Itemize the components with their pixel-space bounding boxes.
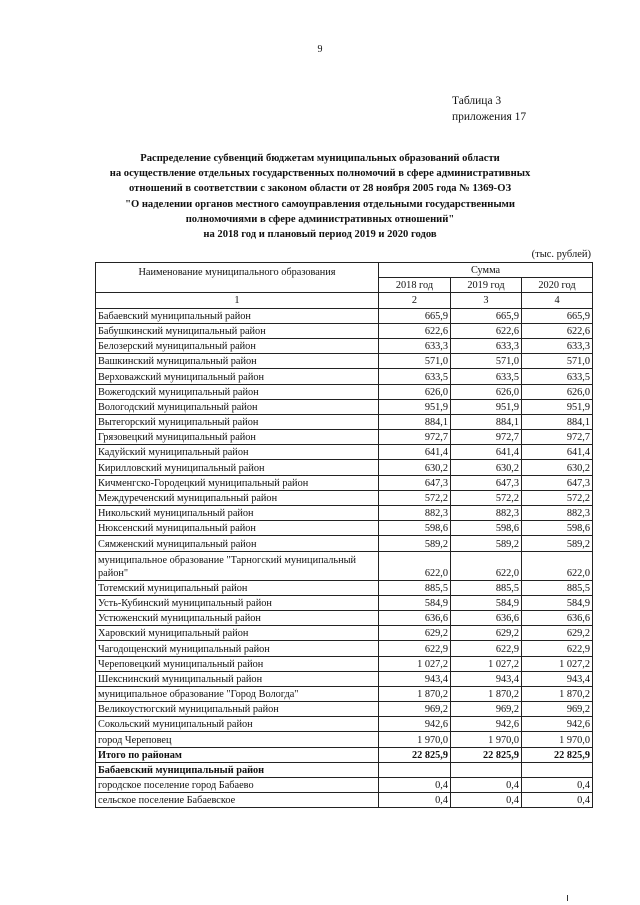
- cell-2020: 884,1: [522, 414, 593, 429]
- cell-2019: 622,0: [451, 551, 522, 580]
- table-row: [96, 610, 593, 625]
- table-row: [96, 369, 593, 384]
- cell-2019: 885,5: [451, 580, 522, 595]
- cell-2020: 629,2: [522, 626, 593, 641]
- cell-2020: 0,4: [522, 793, 593, 808]
- cell-2018: 885,5: [379, 580, 451, 595]
- cell-name: муниципальное образование "Город Вологда": [96, 686, 379, 701]
- cell-name: Великоустюгский муниципальный район: [96, 702, 379, 717]
- table-row: [96, 460, 593, 475]
- table-row: [96, 551, 593, 580]
- table-row: [96, 490, 593, 505]
- cell-2018: 584,9: [379, 595, 451, 610]
- cell-2019: 633,5: [451, 369, 522, 384]
- cell-2018: 589,2: [379, 536, 451, 551]
- cell-2019: 572,2: [451, 490, 522, 505]
- title-line: отношений в соответствии с законом области от 28 ноября 2005 года № 1369-ОЗ: [128, 183, 512, 195]
- cell-name: Вологодский муниципальный район: [96, 399, 379, 414]
- cell-2019: 951,9: [451, 399, 522, 414]
- cell-2020: 622,0: [522, 551, 593, 580]
- cell-name: Бабаевский муниципальный район: [96, 762, 379, 777]
- cell-2020: 598,6: [522, 521, 593, 536]
- cell-2019: 882,3: [451, 506, 522, 521]
- cell-2019: 629,2: [451, 626, 522, 641]
- cell-2019: 636,6: [451, 610, 522, 625]
- cell-name: Грязовецкий муниципальный район: [96, 430, 379, 445]
- cell-2018: 598,6: [379, 521, 451, 536]
- cell-2019: 1 970,0: [451, 732, 522, 747]
- column-number: 1: [96, 293, 379, 308]
- table-row: [96, 338, 593, 353]
- cell-2019: 969,2: [451, 702, 522, 717]
- cell-name: Кичменгско-Городецкий муниципальный район: [96, 475, 379, 490]
- cell-name: Бабушкинский муниципальный район: [96, 323, 379, 338]
- cell-2020: 626,0: [522, 384, 593, 399]
- cell-2019: 942,6: [451, 717, 522, 732]
- table-row: [96, 521, 593, 536]
- cell-2020: 622,9: [522, 641, 593, 656]
- cell-2019: 584,9: [451, 595, 522, 610]
- table-row: [96, 384, 593, 399]
- cell-2019: 641,4: [451, 445, 522, 460]
- cell-2019: 630,2: [451, 460, 522, 475]
- cell-name: Белозерский муниципальный район: [96, 338, 379, 353]
- header-year-2020: 2020 год: [522, 278, 593, 293]
- cell-name: Верховажский муниципальный район: [96, 369, 379, 384]
- cell-2019: 0,4: [451, 778, 522, 793]
- cell-2020: 571,0: [522, 354, 593, 369]
- cell-2019: 972,7: [451, 430, 522, 445]
- cell-2019: 622,6: [451, 323, 522, 338]
- column-number: 2: [379, 293, 451, 308]
- cell-2020: 630,2: [522, 460, 593, 475]
- cell-2019: 22 825,9: [451, 747, 522, 762]
- cell-2019: 665,9: [451, 308, 522, 323]
- table-row: [96, 778, 593, 793]
- column-number-row: [96, 293, 593, 308]
- subventions-table: [95, 262, 593, 808]
- header-row: [96, 263, 593, 278]
- cell-2018: 943,4: [379, 671, 451, 686]
- table-row: [96, 656, 593, 671]
- cell-2019: 1 870,2: [451, 686, 522, 701]
- cell-name: Вытегорский муниципальный район: [96, 414, 379, 429]
- table-reference-line2: приложения 17: [452, 111, 527, 123]
- table-row: [96, 308, 593, 323]
- header-sum-cell: Сумма: [379, 263, 593, 278]
- cell-2020: 665,9: [522, 308, 593, 323]
- cell-2018: 1 027,2: [379, 656, 451, 671]
- cell-name: Нюксенский муниципальный район: [96, 521, 379, 536]
- cell-2018: 622,0: [379, 551, 451, 580]
- cell-2020: 647,3: [522, 475, 593, 490]
- cell-2020: 1 027,2: [522, 656, 593, 671]
- cell-name: муниципальное образование "Тарногский муниципальный район": [96, 551, 379, 580]
- total-row: [96, 747, 593, 762]
- cell-name: Никольский муниципальный район: [96, 506, 379, 521]
- title-line: на 2018 год и плановый период 2019 и 2020 годов: [203, 229, 437, 241]
- table-row: [96, 536, 593, 551]
- cell-2018: 629,2: [379, 626, 451, 641]
- cell-2018: 972,7: [379, 430, 451, 445]
- cell-name: Бабаевский муниципальный район: [96, 308, 379, 323]
- cell-name: Кирилловский муниципальный район: [96, 460, 379, 475]
- cell-2018: 951,9: [379, 399, 451, 414]
- cell-2020: 885,5: [522, 580, 593, 595]
- cell-2018: 882,3: [379, 506, 451, 521]
- cell-2018: 1 970,0: [379, 732, 451, 747]
- table-row: [96, 626, 593, 641]
- cell-name: Вожегодский муниципальный район: [96, 384, 379, 399]
- cell-name: городское поселение город Бабаево: [96, 778, 379, 793]
- cell-2020: 633,3: [522, 338, 593, 353]
- table-row: [96, 323, 593, 338]
- title-line: "О наделении органов местного самоуправления отдельными государственными: [125, 198, 515, 210]
- cell-2020: 951,9: [522, 399, 593, 414]
- table-row: [96, 414, 593, 429]
- cell-name: город Череповец: [96, 732, 379, 747]
- cell-2019: 633,3: [451, 338, 522, 353]
- cell-2018: 633,3: [379, 338, 451, 353]
- cell-2018: 622,9: [379, 641, 451, 656]
- cell-2019: 622,9: [451, 641, 522, 656]
- title-line: на осуществление отдельных государственных полномочий в сфере административных: [109, 168, 531, 180]
- cell-2020: 641,4: [522, 445, 593, 460]
- cell-2018: [379, 762, 451, 777]
- cell-name: Сямженский муниципальный район: [96, 536, 379, 551]
- header-year-2018: 2018 год: [379, 278, 451, 293]
- cell-name: Сокольский муниципальный район: [96, 717, 379, 732]
- cell-name: Кадуйский муниципальный район: [96, 445, 379, 460]
- cell-2020: 633,5: [522, 369, 593, 384]
- table-row: [96, 793, 593, 808]
- cell-2018: 22 825,9: [379, 747, 451, 762]
- cell-name: Тотемский муниципальный район: [96, 580, 379, 595]
- cell-2018: 884,1: [379, 414, 451, 429]
- cell-2019: 589,2: [451, 536, 522, 551]
- cell-2019: 0,4: [451, 793, 522, 808]
- table-reference-line1: Таблица 3: [452, 95, 502, 107]
- cell-2020: 636,6: [522, 610, 593, 625]
- cell-2020: 972,7: [522, 430, 593, 445]
- table-row: [96, 445, 593, 460]
- cell-2018: 0,4: [379, 778, 451, 793]
- units-label: (тыс. рублей): [531, 249, 591, 260]
- cell-2018: 572,2: [379, 490, 451, 505]
- document-title: [80, 151, 560, 242]
- cell-2018: 942,6: [379, 717, 451, 732]
- section-header-row: [96, 762, 593, 777]
- cell-name: Итого по районам: [96, 747, 379, 762]
- table-row: [96, 580, 593, 595]
- cell-name: Устюженский муниципальный район: [96, 610, 379, 625]
- table-row: [96, 399, 593, 414]
- cell-name: Междуреченский муниципальный район: [96, 490, 379, 505]
- cell-2020: 882,3: [522, 506, 593, 521]
- table-row: [96, 717, 593, 732]
- cell-2019: 598,6: [451, 521, 522, 536]
- cell-2019: 647,3: [451, 475, 522, 490]
- table-row: [96, 354, 593, 369]
- header-year-2019: 2019 год: [451, 278, 522, 293]
- cell-2018: 1 870,2: [379, 686, 451, 701]
- cell-2020: 0,4: [522, 778, 593, 793]
- header-name-cell: Наименование муниципального образования: [96, 263, 379, 293]
- cell-2018: 647,3: [379, 475, 451, 490]
- cell-2020: 1 970,0: [522, 732, 593, 747]
- scan-mark: [567, 895, 568, 901]
- cell-2018: 665,9: [379, 308, 451, 323]
- cell-name: Чагодощенский муниципальный район: [96, 641, 379, 656]
- cell-2018: 571,0: [379, 354, 451, 369]
- cell-2020: 572,2: [522, 490, 593, 505]
- cell-2019: 884,1: [451, 414, 522, 429]
- table-row: [96, 430, 593, 445]
- column-number: 3: [451, 293, 522, 308]
- table-row: [96, 732, 593, 747]
- cell-name: Усть-Кубинский муниципальный район: [96, 595, 379, 610]
- cell-2018: 641,4: [379, 445, 451, 460]
- cell-2018: 622,6: [379, 323, 451, 338]
- table-row: [96, 671, 593, 686]
- cell-2019: [451, 762, 522, 777]
- table-row: [96, 506, 593, 521]
- title-line: полномочиями в сфере административных отношений": [185, 213, 455, 225]
- table-row: [96, 595, 593, 610]
- table-row: [96, 475, 593, 490]
- cell-name: Вашкинский муниципальный район: [96, 354, 379, 369]
- table-row: [96, 686, 593, 701]
- title-line: Распределение субвенций бюджетам муниципальных образований области: [140, 153, 500, 164]
- cell-2019: 626,0: [451, 384, 522, 399]
- cell-name: сельское поселение Бабаевское: [96, 793, 379, 808]
- cell-2020: 1 870,2: [522, 686, 593, 701]
- cell-2019: 571,0: [451, 354, 522, 369]
- column-number: 4: [522, 293, 593, 308]
- table-row: [96, 702, 593, 717]
- cell-2020: 622,6: [522, 323, 593, 338]
- cell-2018: 633,5: [379, 369, 451, 384]
- cell-2020: [522, 762, 593, 777]
- cell-2020: 969,2: [522, 702, 593, 717]
- cell-name: Череповецкий муниципальный район: [96, 656, 379, 671]
- cell-name: Шекснинский муниципальный район: [96, 671, 379, 686]
- cell-2018: 0,4: [379, 793, 451, 808]
- cell-2018: 626,0: [379, 384, 451, 399]
- cell-2019: 943,4: [451, 671, 522, 686]
- table-row: [96, 641, 593, 656]
- cell-2020: 22 825,9: [522, 747, 593, 762]
- cell-name: Харовский муниципальный район: [96, 626, 379, 641]
- cell-2018: 630,2: [379, 460, 451, 475]
- cell-2020: 942,6: [522, 717, 593, 732]
- cell-2020: 589,2: [522, 536, 593, 551]
- cell-2020: 943,4: [522, 671, 593, 686]
- cell-2018: 636,6: [379, 610, 451, 625]
- page-number: 9: [317, 44, 323, 55]
- cell-2018: 969,2: [379, 702, 451, 717]
- cell-2019: 1 027,2: [451, 656, 522, 671]
- cell-2020: 584,9: [522, 595, 593, 610]
